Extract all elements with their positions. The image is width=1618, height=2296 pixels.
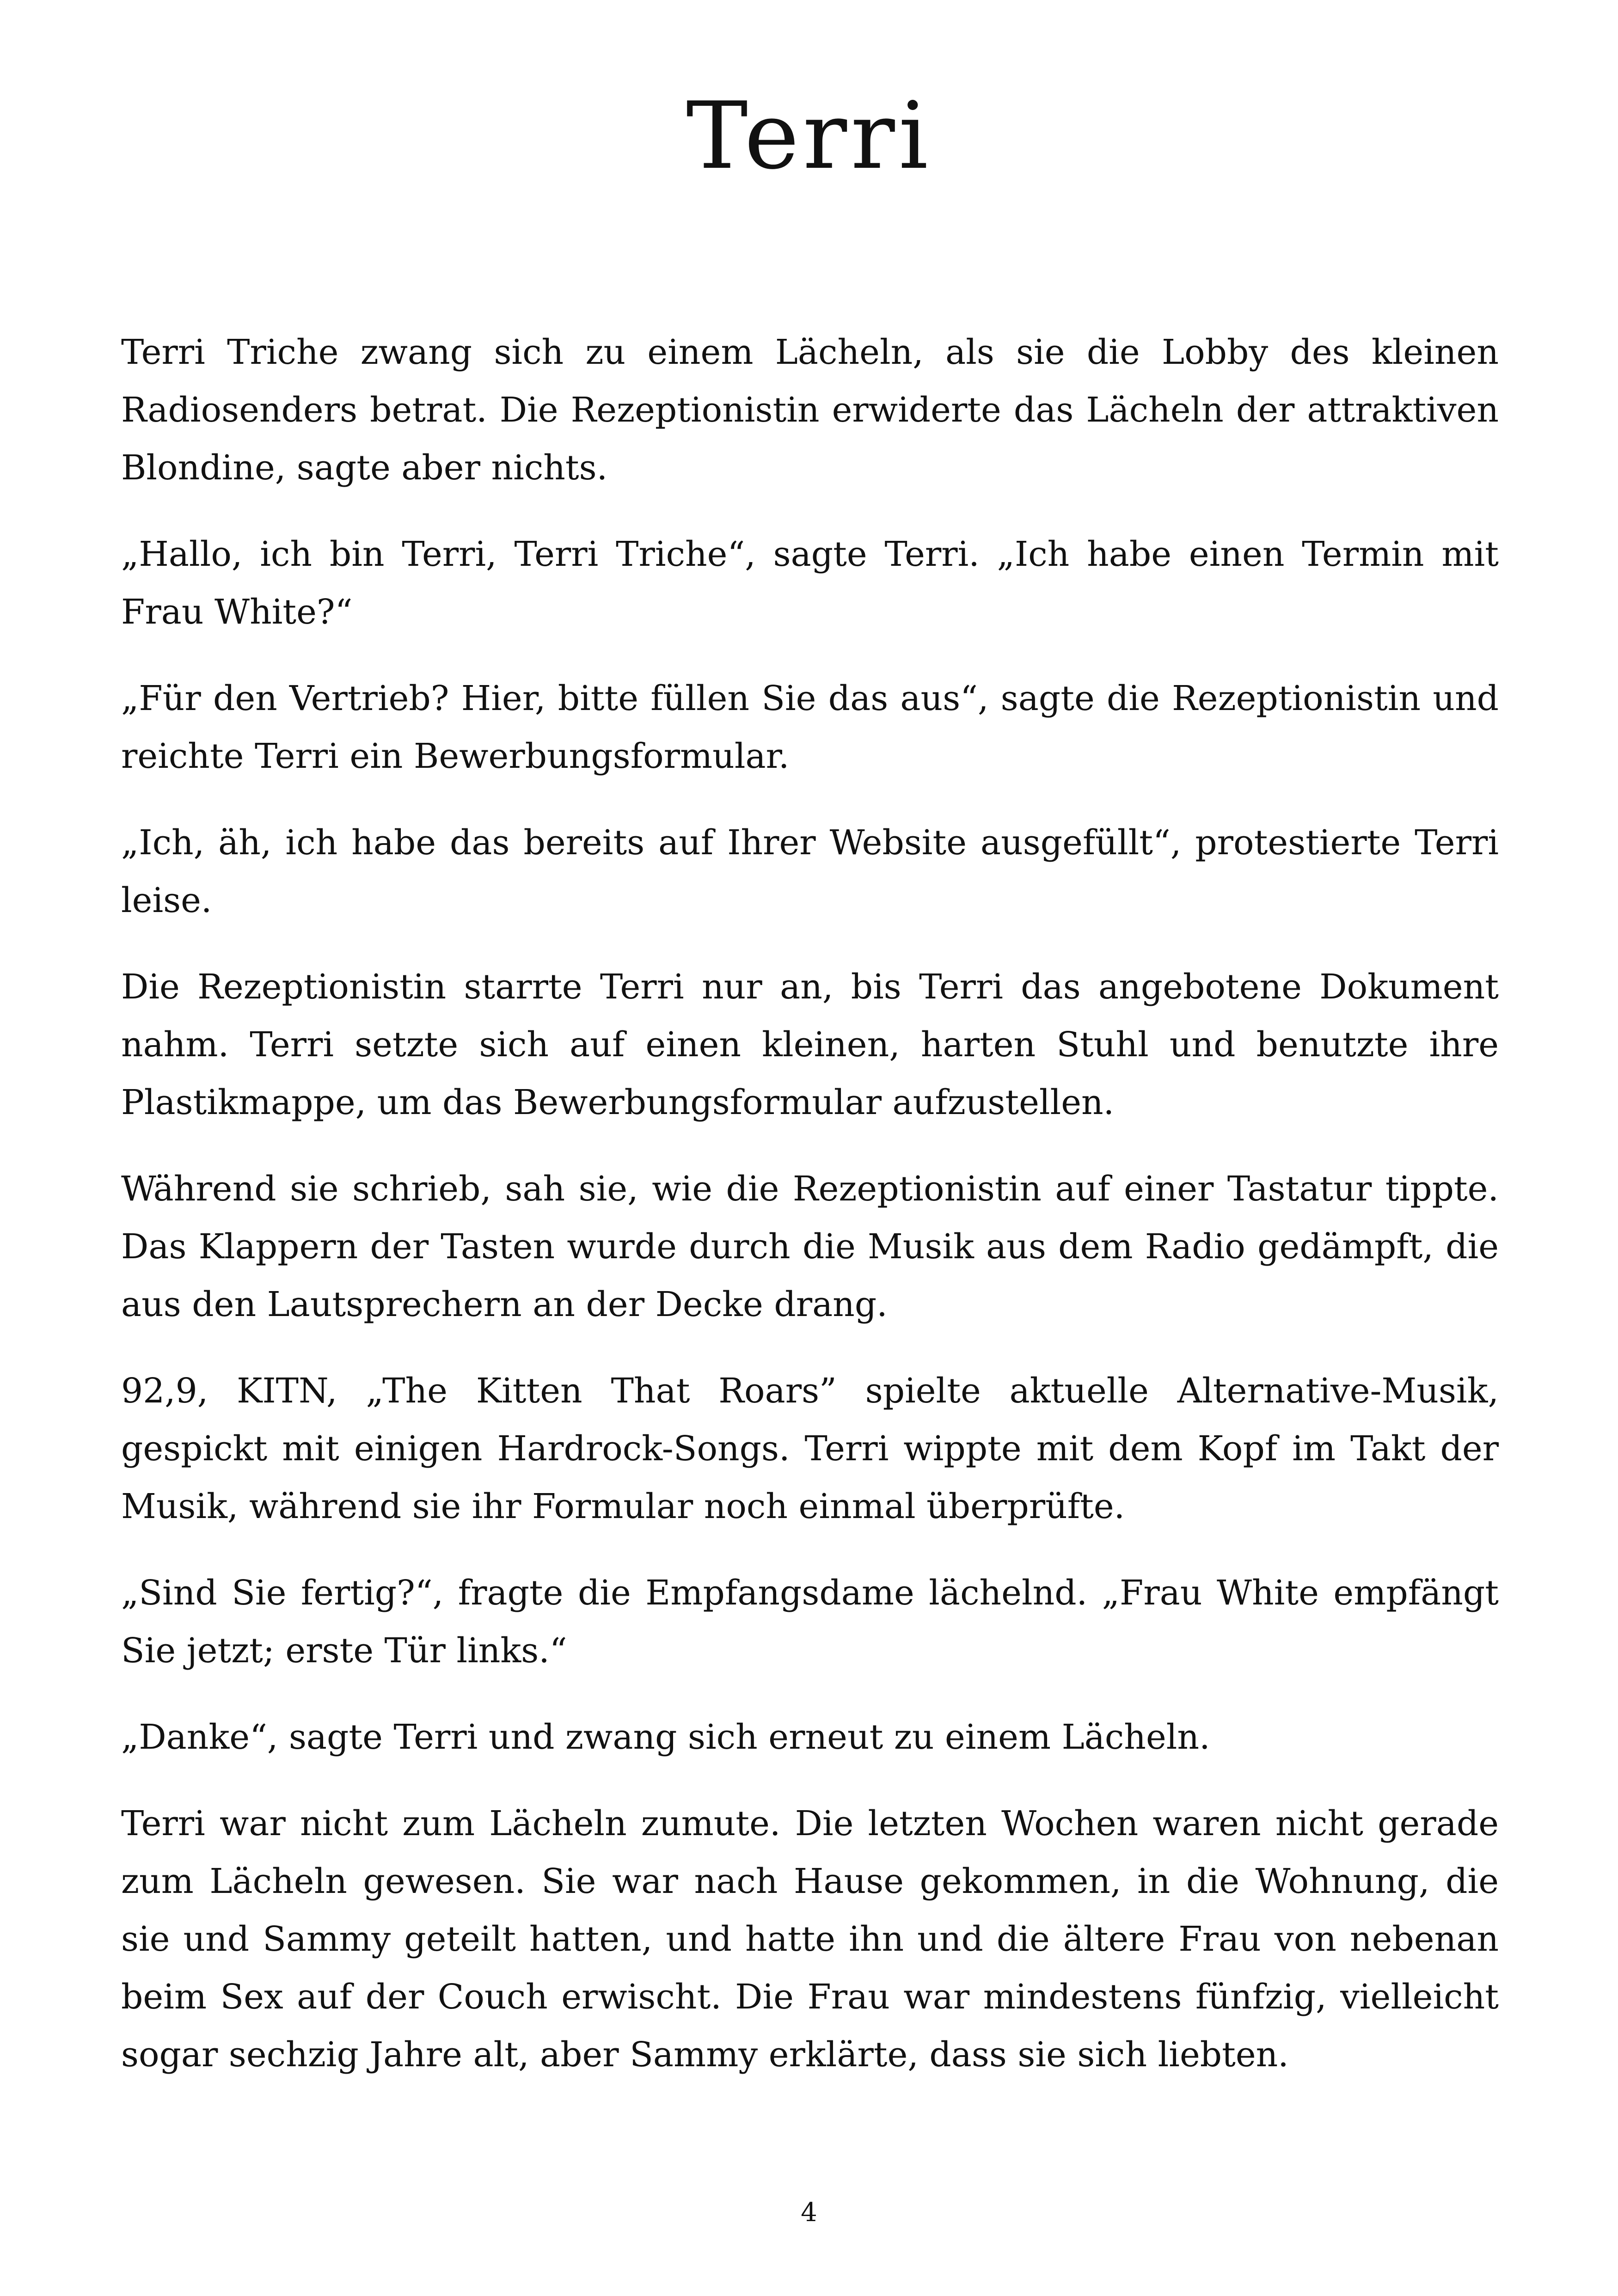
chapter-title: Terri <box>686 82 932 190</box>
paragraph: Die Rezeptionistin starrte Terri nur an, bis Terri das angebotene Dokument nahm. Terri setzte sich auf einen kleinen, harten Stuhl und benutzte ihre Plastikmappe, um das Bewerbungsformular aufzustellen. <box>121 967 1499 1122</box>
paragraph: „Für den Vertrieb? Hier, bitte füllen Sie das aus“, sagte die Rezeptionistin und reichte Terri ein Bewerbungsformular. <box>121 679 1499 776</box>
paragraph: Terri Triche zwang sich zu einem Lächeln, als sie die Lobby des kleinen Radiosenders betrat. Die Rezeptionistin erwiderte das Lächeln der attraktiven Blondine, sagte aber nichts. <box>121 332 1499 488</box>
paragraph: 92,9, KITN, „The Kitten That Roars” spielte aktuelle Alternative-Musik, gespickt mit einigen Hardrock-Songs. Terri wippte mit dem Kopf im Takt der Musik, während sie ihr Formular noch einmal überprüfte. <box>121 1371 1499 1526</box>
paragraph: „Danke“, sagte Terri und zwang sich erneut zu einem Lächeln. <box>121 1717 1210 1757</box>
paragraph: „Hallo, ich bin Terri, Terri Triche“, sagte Terri. „Ich habe einen Termin mit Frau White?“ <box>121 534 1499 632</box>
page-number: 4 <box>801 2198 817 2228</box>
paragraph: „Sind Sie fertig?“, fragte die Empfangsdame lächelnd. „Frau White empfängt Sie jetzt; erste Tür links.“ <box>121 1573 1499 1671</box>
paragraph: Terri war nicht zum Lächeln zumute. Die letzten Wochen waren nicht gerade zum Lächeln gewesen. Sie war nach Hause gekommen, in die Wohnung, die sie und Sammy geteilt hatten, und hatte ihn und die ältere Frau von nebenan beim Sex auf der Couch erwischt. Die Frau war mindestens fünfzig, vielleicht sogar sechzig Jahre alt, aber Sammy erklärte, dass sie sich liebten. <box>121 1804 1499 2075</box>
body-text <box>121 324 1499 2112</box>
paragraph: Während sie schrieb, sah sie, wie die Rezeptionistin auf einer Tastatur tippte. Das Klappern der Tasten wurde durch die Musik aus dem Radio gedämpft, die aus den Lautsprechern an der Decke drang. <box>121 1169 1499 1324</box>
paragraph: „Ich, äh, ich habe das bereits auf Ihrer Website ausgefüllt“, protestierte Terri leise. <box>121 823 1499 920</box>
